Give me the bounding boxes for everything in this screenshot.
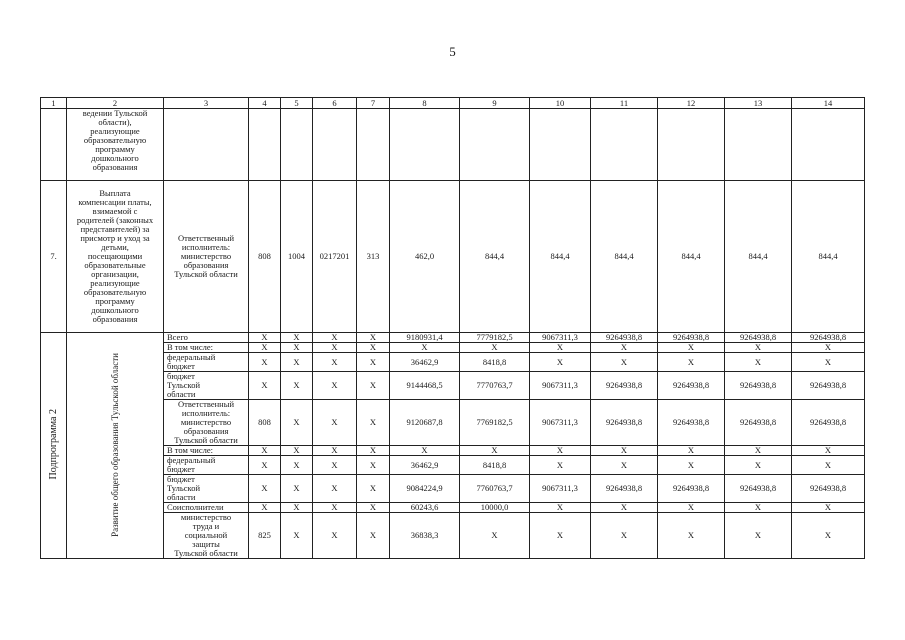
cell: X bbox=[249, 333, 281, 343]
cell: X bbox=[792, 343, 865, 353]
header-cell: 2 bbox=[67, 98, 164, 109]
cell: 9264938,8 bbox=[591, 372, 658, 400]
cell: X bbox=[530, 503, 591, 513]
subprogram-label-cell bbox=[41, 333, 67, 559]
cell: X bbox=[357, 333, 390, 343]
cell: 7769182,5 bbox=[460, 400, 530, 446]
cell: 9264938,8 bbox=[658, 333, 725, 343]
row-label: В том числе: bbox=[164, 446, 249, 456]
row-label: бюджет Тульской области bbox=[164, 475, 249, 503]
cell: X bbox=[281, 333, 313, 343]
cell: 60243,6 bbox=[390, 503, 460, 513]
cell: X bbox=[357, 456, 390, 475]
cell: X bbox=[725, 513, 792, 559]
cell: 844,4 bbox=[460, 181, 530, 333]
cell: 36838,3 bbox=[390, 513, 460, 559]
cell: 844,4 bbox=[792, 181, 865, 333]
cell: X bbox=[530, 343, 591, 353]
cell: X bbox=[591, 503, 658, 513]
row-label: федеральный бюджет bbox=[164, 353, 249, 372]
cell: X bbox=[313, 333, 357, 343]
cell: 9084224,9 bbox=[390, 475, 460, 503]
header-cell: 5 bbox=[281, 98, 313, 109]
subprogram-title: Развитие общего образования Тульской области bbox=[109, 352, 120, 537]
cell: X bbox=[460, 513, 530, 559]
cell: X bbox=[658, 456, 725, 475]
cell: X bbox=[313, 513, 357, 559]
row-7 bbox=[41, 181, 865, 333]
cell: X bbox=[281, 372, 313, 400]
cell: 844,4 bbox=[530, 181, 591, 333]
cell: X bbox=[530, 513, 591, 559]
cell: 9264938,8 bbox=[725, 400, 792, 446]
cell: X bbox=[281, 475, 313, 503]
header-cell: 7 bbox=[357, 98, 390, 109]
cell: X bbox=[357, 513, 390, 559]
cell: X bbox=[281, 456, 313, 475]
cell: X bbox=[281, 353, 313, 372]
cell: X bbox=[281, 446, 313, 456]
cell: X bbox=[530, 446, 591, 456]
header-cell: 14 bbox=[792, 98, 865, 109]
cell: 9264938,8 bbox=[658, 372, 725, 400]
cell: X bbox=[357, 503, 390, 513]
cell: 9120687,8 bbox=[390, 400, 460, 446]
cell: X bbox=[281, 400, 313, 446]
cell: 844,4 bbox=[591, 181, 658, 333]
cell: 9067311,3 bbox=[530, 475, 591, 503]
cell: 9264938,8 bbox=[792, 333, 865, 343]
cell: X bbox=[792, 513, 865, 559]
cell: 9067311,3 bbox=[530, 372, 591, 400]
header-cell: 13 bbox=[725, 98, 792, 109]
row-executor: Ответственный исполнитель: министерство образования Тульской области bbox=[164, 181, 249, 333]
cell: 36462,9 bbox=[390, 353, 460, 372]
cell: X bbox=[249, 372, 281, 400]
row-name: Выплата компенсации платы, взимаемой с родителей (законных представителей) за присмотр и уход за детьми, посещающими образовательные организации, реализующие образовательную программу дошкольного образования bbox=[67, 181, 164, 333]
cell: X bbox=[792, 503, 865, 513]
header-cell: 1 bbox=[41, 98, 67, 109]
cell: X bbox=[249, 446, 281, 456]
page-number: 5 bbox=[449, 44, 456, 59]
cell: X bbox=[313, 456, 357, 475]
header-row bbox=[41, 98, 865, 109]
subprogram-row bbox=[41, 456, 865, 475]
cell: X bbox=[390, 343, 460, 353]
row-label: Соисполнители bbox=[164, 503, 249, 513]
cell: X bbox=[313, 343, 357, 353]
cell: 7779182,5 bbox=[460, 333, 530, 343]
cell: 9264938,8 bbox=[658, 400, 725, 446]
header-cell: 4 bbox=[249, 98, 281, 109]
cell: 0217201 bbox=[313, 181, 357, 333]
cell: X bbox=[658, 343, 725, 353]
row-label: В том числе: bbox=[164, 343, 249, 353]
cell: 9264938,8 bbox=[591, 400, 658, 446]
cell: X bbox=[249, 456, 281, 475]
cell: X bbox=[658, 503, 725, 513]
header-cell: 10 bbox=[530, 98, 591, 109]
cell: X bbox=[591, 343, 658, 353]
subprogram-row bbox=[41, 372, 865, 400]
cell: X bbox=[281, 513, 313, 559]
cell: 9264938,8 bbox=[725, 372, 792, 400]
cell: 7770763,7 bbox=[460, 372, 530, 400]
cell: 36462,9 bbox=[390, 456, 460, 475]
cell: 9264938,8 bbox=[725, 475, 792, 503]
cell: 9264938,8 bbox=[792, 372, 865, 400]
cell: X bbox=[725, 343, 792, 353]
cell: X bbox=[591, 513, 658, 559]
cell: X bbox=[313, 372, 357, 400]
subprogram-row bbox=[41, 513, 865, 559]
header-cell: 3 bbox=[164, 98, 249, 109]
cell: 9144468,5 bbox=[390, 372, 460, 400]
cell: 9264938,8 bbox=[658, 475, 725, 503]
subprogram-row bbox=[41, 503, 865, 513]
cell: X bbox=[313, 400, 357, 446]
header-cell: 9 bbox=[460, 98, 530, 109]
cell: 313 bbox=[357, 181, 390, 333]
header-cell: 6 bbox=[313, 98, 357, 109]
cell: 7760763,7 bbox=[460, 475, 530, 503]
cell: X bbox=[658, 353, 725, 372]
cell: 844,4 bbox=[725, 181, 792, 333]
cell: X bbox=[313, 353, 357, 372]
subprogram-label: Подпрограмма 2 bbox=[48, 409, 59, 480]
row-label: Ответственный исполнитель: министерство образования Тульской области bbox=[164, 400, 249, 446]
header-cell: 11 bbox=[591, 98, 658, 109]
cell: 9180931,4 bbox=[390, 333, 460, 343]
cell: X bbox=[249, 353, 281, 372]
cell: X bbox=[530, 353, 591, 372]
cell: 9264938,8 bbox=[591, 475, 658, 503]
cell: X bbox=[591, 353, 658, 372]
cell: X bbox=[357, 353, 390, 372]
cell: X bbox=[249, 343, 281, 353]
cell: X bbox=[390, 446, 460, 456]
subprogram-row bbox=[41, 446, 865, 456]
cell: X bbox=[591, 456, 658, 475]
cell: X bbox=[357, 343, 390, 353]
cell: X bbox=[725, 353, 792, 372]
cell: X bbox=[313, 446, 357, 456]
cell: 9264938,8 bbox=[725, 333, 792, 343]
subprogram-row bbox=[41, 475, 865, 503]
cell: 9067311,3 bbox=[530, 400, 591, 446]
cell: 1004 bbox=[281, 181, 313, 333]
cell: X bbox=[792, 353, 865, 372]
cell: 9264938,8 bbox=[591, 333, 658, 343]
cell: 8418,8 bbox=[460, 456, 530, 475]
cell: X bbox=[591, 446, 658, 456]
header-cell: 12 bbox=[658, 98, 725, 109]
cell: X bbox=[281, 503, 313, 513]
cell: X bbox=[357, 372, 390, 400]
row-number: 7. bbox=[41, 181, 67, 333]
subprogram-row bbox=[41, 400, 865, 446]
cell: X bbox=[249, 503, 281, 513]
header-cell: 8 bbox=[390, 98, 460, 109]
cell: X bbox=[460, 446, 530, 456]
cell: 10000,0 bbox=[460, 503, 530, 513]
cell: 808 bbox=[249, 181, 281, 333]
cell: 9264938,8 bbox=[792, 400, 865, 446]
subprogram-row bbox=[41, 353, 865, 372]
row-label: Всего bbox=[164, 333, 249, 343]
cell: 9264938,8 bbox=[792, 475, 865, 503]
cell: X bbox=[313, 475, 357, 503]
cell: 9067311,3 bbox=[530, 333, 591, 343]
row-label: министерство труда и социальной защиты Тульской области bbox=[164, 513, 249, 559]
cell: X bbox=[658, 513, 725, 559]
subprogram-row bbox=[41, 333, 865, 343]
continuation-row bbox=[41, 109, 865, 181]
budget-table bbox=[40, 97, 865, 559]
cell: X bbox=[658, 446, 725, 456]
cell: X bbox=[313, 503, 357, 513]
cell: X bbox=[357, 400, 390, 446]
cell: X bbox=[249, 475, 281, 503]
continuation-text: ведении Тульской области), реализующие образовательную программу дошкольного образования bbox=[67, 109, 164, 181]
cell: X bbox=[281, 343, 313, 353]
cell: X bbox=[792, 456, 865, 475]
cell: X bbox=[792, 446, 865, 456]
cell: X bbox=[725, 503, 792, 513]
cell: X bbox=[460, 343, 530, 353]
cell: 825 bbox=[249, 513, 281, 559]
cell: 808 bbox=[249, 400, 281, 446]
cell: 462,0 bbox=[390, 181, 460, 333]
row-label: бюджет Тульской области bbox=[164, 372, 249, 400]
cell: X bbox=[357, 475, 390, 503]
cell: X bbox=[530, 456, 591, 475]
cell: 844,4 bbox=[658, 181, 725, 333]
subprogram-row bbox=[41, 343, 865, 353]
cell: 8418,8 bbox=[460, 353, 530, 372]
cell: X bbox=[357, 446, 390, 456]
cell: X bbox=[725, 456, 792, 475]
row-label: федеральный бюджет bbox=[164, 456, 249, 475]
cell: X bbox=[725, 446, 792, 456]
subprogram-title-cell bbox=[67, 333, 164, 559]
